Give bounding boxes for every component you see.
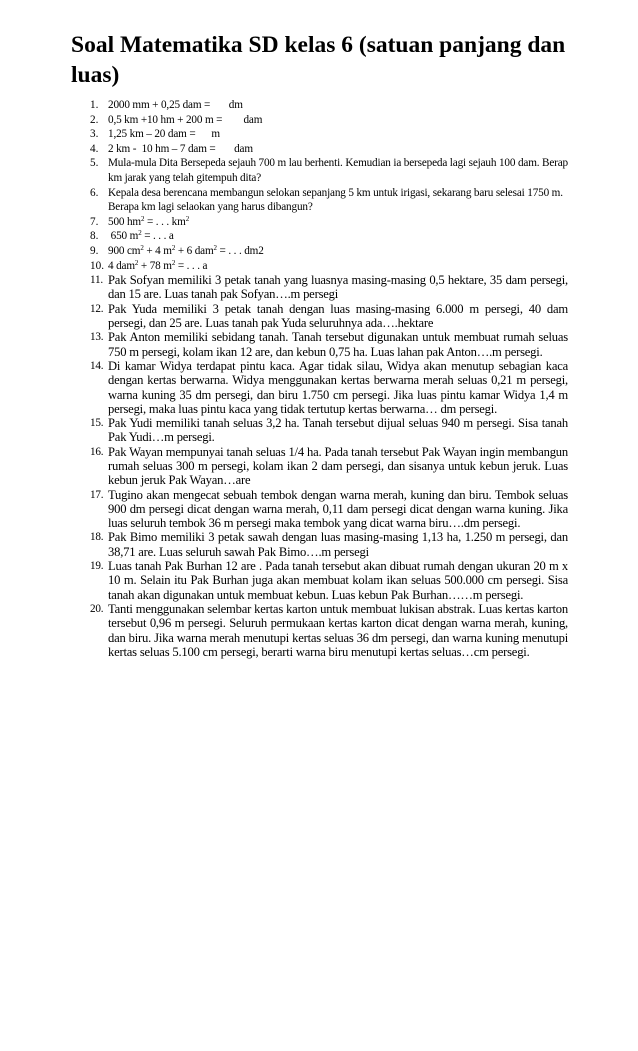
question-text: Pak Bimo memiliki 3 petak sawah dengan luas masing-masing 1,13 ha, 1.250 m persegi, dan 38,71 are. Luas seluruh sawah Pak Bimo….m persegi — [108, 530, 568, 559]
question-item — [66, 142, 568, 157]
question-item — [66, 330, 568, 359]
question-number: 13. — [90, 331, 104, 344]
question-number: 14. — [90, 359, 104, 372]
question-item — [66, 98, 568, 113]
question-number: 8. — [90, 230, 99, 243]
question-text: Tugino akan mengecat sebuah tembok dengan warna merah, kuning dan biru. Tembok seluas 900 dm persegi dicat dengan warna merah, 0,11 dam persegi dicat dengan warna kuning. Jika luas seluruh tembok 36 m persegi maka tembok yang dicat warna biru….dm persegi. — [108, 487, 568, 531]
question-text: Pak Anton memiliki sebidang tanah. Tanah tersebut digunakan untuk membuat rumah seluas 750 m persegi, kolam ikan 12 are, dan kebun 0,75 ha. Luas lahan pak Anton….m persegi. — [108, 330, 568, 359]
question-number: 12. — [90, 302, 104, 315]
question-text: Mula-mula Dita Bersepeda sejauh 700 m lau berhenti. Kemudian ia bersepeda lagi sejauh 100 dam. Berap km jarak yang telah gitempuh dita? — [108, 157, 569, 184]
question-item — [66, 359, 568, 416]
question-item — [66, 127, 568, 142]
question-number: 6. — [90, 186, 99, 199]
question-number: 1. — [90, 99, 99, 111]
question-number: 2. — [90, 113, 99, 126]
question-text: 2 km - 10 hm – 7 dam = dam — [108, 142, 253, 155]
question-text: 0,5 km +10 hm + 200 m = dam — [108, 113, 263, 126]
question-item — [66, 302, 568, 331]
question-item — [66, 156, 568, 185]
question-number: 9. — [90, 244, 99, 257]
question-number: 15. — [90, 417, 104, 430]
question-item — [66, 530, 568, 559]
question-item — [66, 113, 568, 128]
question-item — [66, 259, 568, 274]
question-number: 17. — [90, 488, 104, 501]
question-text: 500 $hm^2$ = . . . $km^2$ — [108, 214, 190, 228]
question-text: Di kamar Widya terdapat pintu kaca. Agar tidak silau, Widya akan menutup sebagian kaca dengan kertas berwarna. Widya menggunakan kertas berwarna merah seluas 0,21 m persegi, warna kuning 35 dm persegi, dan biru 1.750 cm persegi. Jika luas pintu kamar Widya 1,4 m persegi, maka luas pintu kaca yang tidak tertutup kertas berwarna… dm persegi. — [108, 358, 568, 416]
question-text: 4 dam$^2$ + 78 $m^2$ = . . . a — [108, 258, 208, 272]
question-text: Pak Yuda memiliki 3 petak tanah dengan luas masing-masing 6.000 m persegi, 40 dam persegi, dan 25 are. Luas tanah pak Yuda seluruhnya ada….hektare — [108, 301, 568, 331]
question-list — [66, 98, 568, 659]
question-item — [66, 559, 568, 602]
question-text: 650 $m^2$ = . . . a — [108, 229, 174, 243]
question-text: Pak Sofyan memiliki 3 petak tanah yang luasnya masing-masing 0,5 hektare, 35 dam persegi, dan 15 are. Luas tanah pak Sofyan….m persegi — [108, 273, 568, 302]
question-item — [66, 186, 568, 215]
question-number: 18. — [90, 531, 104, 544]
page-title: Soal Matematika SD kelas 6 (satuan panjang dan luas) — [71, 32, 566, 88]
question-number: 16. — [90, 445, 104, 458]
question-text: Luas tanah Pak Burhan 12 are . Pada tanah tersebut akan dibuat rumah dengan ukuran 20 m x 10 m. Selain itu Pak Burhan juga akan membuat kolam ikan seluas 500.000 cm persegi. Sisa tanah akan digunakan untuk membuat kebun. Luas kebun Pak Burhan……m persegi. — [108, 559, 568, 602]
question-text: Kepala desa berencana membangun selokan sepanjang 5 km untuk irigasi, sekarang baru selesai 1750 m. Berapa km lagi selaokan yang harus dibangun? — [108, 186, 563, 214]
question-item — [66, 229, 568, 244]
question-item — [66, 215, 568, 230]
question-item — [66, 244, 568, 259]
question-item — [66, 273, 568, 302]
question-text: Tanti menggunakan selembar kertas karton untuk membuat lukisan abstrak. Luas kertas karton tersebut 0,96 m persegi. Seluruh permukaan kertas karton dicat dengan warna merah, kuning, dan biru. Jika warna merah menutupi kertas seluas 36 dm persegi, dan warna kuning menutupi kertas seluas 5.100 cm persegi, berarti warna biru menutupi kertas seluas…cm persegi. — [108, 601, 568, 659]
question-item — [66, 445, 568, 488]
question-number: 19. — [90, 560, 104, 573]
question-item — [66, 488, 568, 531]
question-text: 2000 mm + 0,25 dam = dm — [108, 99, 243, 111]
question-item — [66, 416, 568, 445]
question-text: Pak Yudi memiliki tanah seluas 3,2 ha. Tanah tersebut dijual seluas 940 m persegi. Sisa tanah Pak Yudi…m persegi. — [108, 416, 568, 445]
question-text: 1,25 km – 20 dam = m — [108, 128, 220, 141]
question-number: 4. — [90, 142, 99, 155]
question-number: 7. — [90, 215, 99, 228]
question-number: 11. — [90, 274, 103, 287]
question-item — [66, 602, 568, 659]
question-number: 10. — [90, 259, 104, 272]
question-text: Pak Wayan mempunyai tanah seluas 1/4 ha. Pada tanah tersebut Pak Wayan ingin membangun rumah seluas 300 m persegi, kolam ikan 2 dam persegi, dan sisanya untuk kebun jeruk. Luas kebun jeruk Pak Wayan…are — [108, 444, 568, 488]
question-number: 20. — [90, 602, 104, 615]
question-text: 900 $cm^2 + 4$ $m^2 + 6$ dam$^2$ = . . . dm2 — [108, 243, 264, 257]
question-number: 3. — [90, 128, 99, 141]
question-number: 5. — [90, 157, 99, 170]
